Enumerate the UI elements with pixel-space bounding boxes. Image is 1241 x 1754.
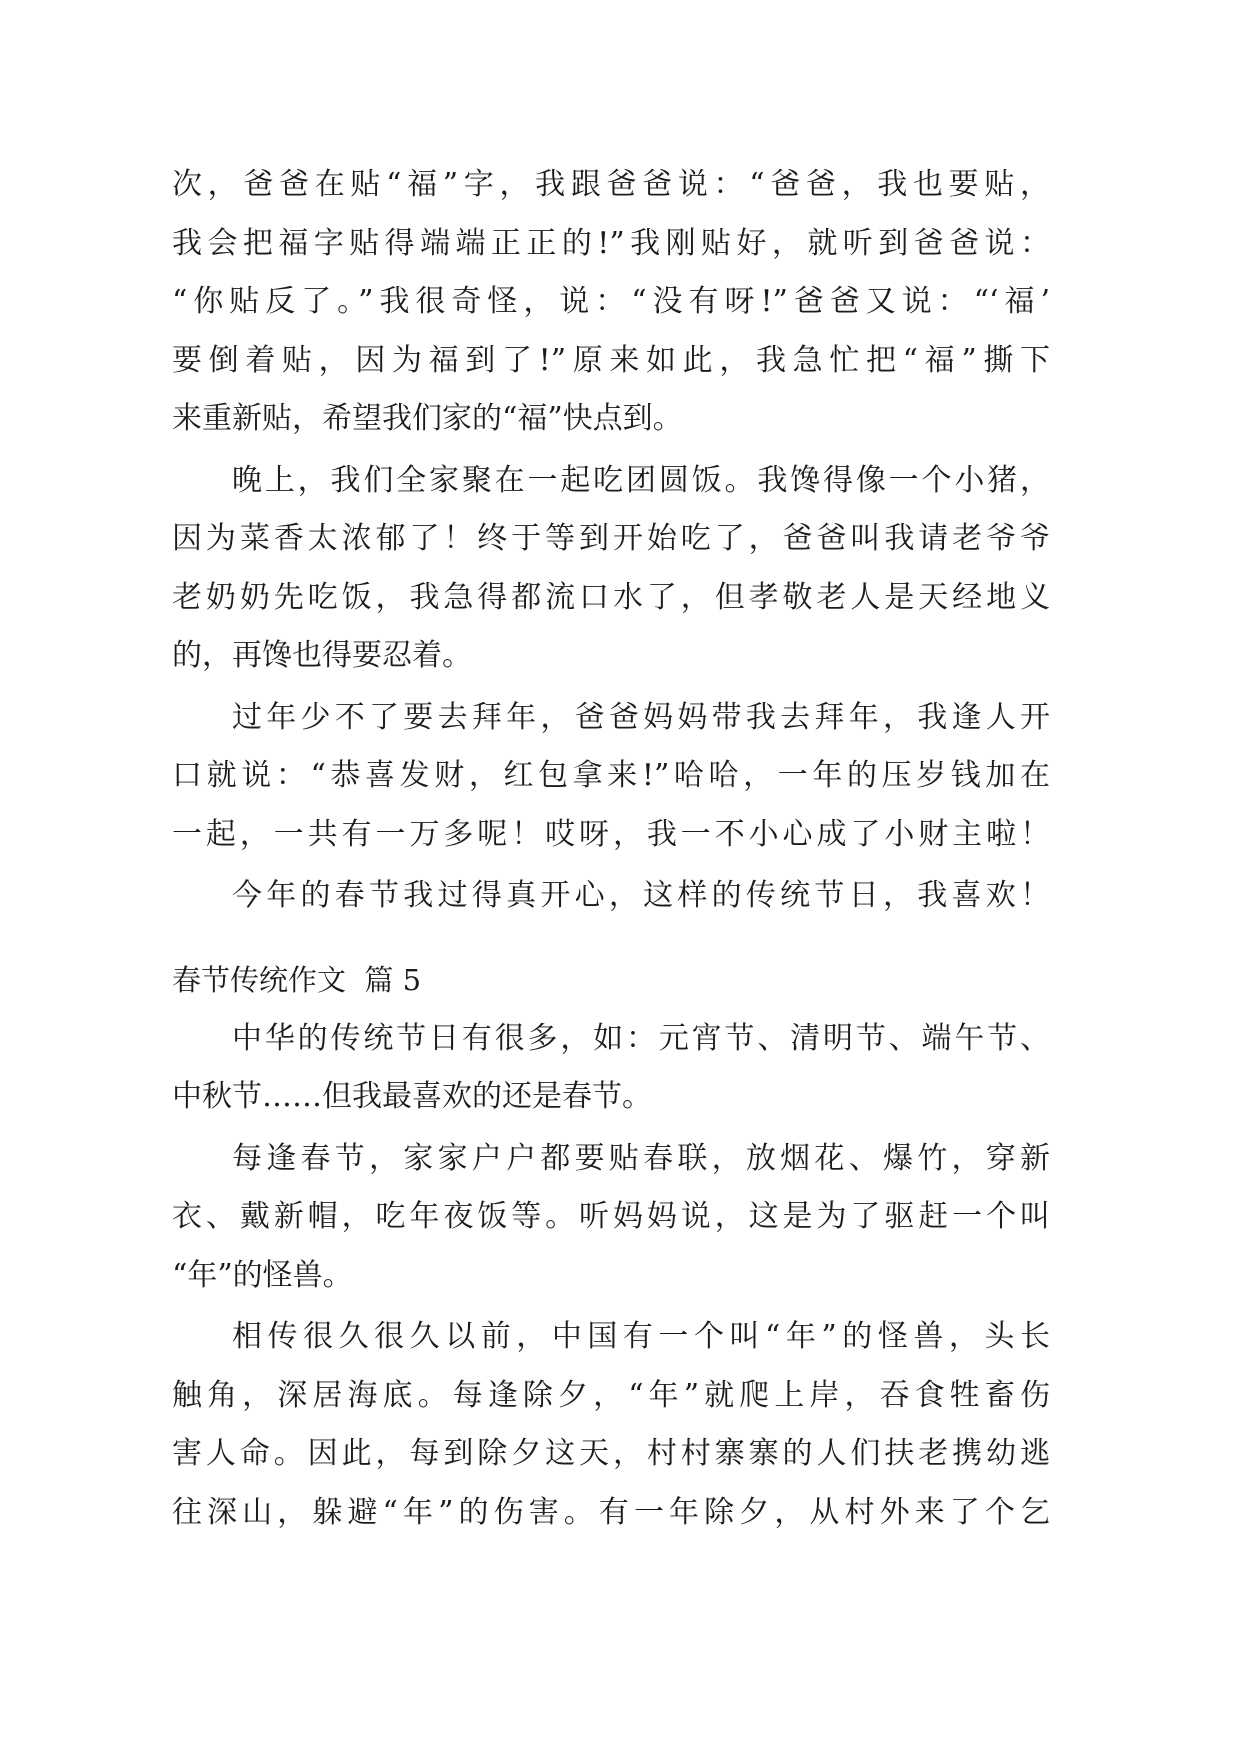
text-line: 一起，一共有一万多呢！哎呀，我一不小心成了小财主啦！ — [172, 816, 1050, 852]
text-line: 的，再馋也得要忍着。 — [172, 638, 472, 673]
text-line: 相传很久很久以前，中国有一个叫“年”的怪兽，头长 — [232, 1319, 1050, 1354]
text-line: 过年少不了要去拜年，爸爸妈妈带我去拜年，我逢人开 — [232, 699, 1050, 735]
essay-section — [172, 951, 1050, 1542]
text-line: 害人命。因此，每到除夕这天，村村寨寨的人们扶老携幼逃 — [172, 1436, 1050, 1471]
paragraph — [172, 689, 1050, 865]
text-line: 衣、戴新帽，吃年夜饭等。听妈妈说，这是为了驱赶一个叫 — [172, 1199, 1050, 1234]
text-line: 来重新贴，希望我们家的“福”快点到。 — [172, 401, 683, 436]
text-line: 中华的传统节日有很多，如：元宵节、清明节、端午节、 — [232, 1020, 1050, 1056]
text-line: 晚上，我们全家聚在一起吃团圆饭。我馋得像一个小猪， — [232, 462, 1050, 498]
text-line: 要倒着贴，因为福到了!”原来如此，我急忙把“福”撕下 — [172, 342, 1050, 378]
text-line: “你贴反了。”我很奇怪，说：“没有呀!”爸爸又说：“‘福’ — [172, 284, 1050, 319]
text-line: 口就说：“恭喜发财，红包拿来!”哈哈，一年的压岁钱加在 — [172, 758, 1050, 793]
paragraph — [172, 1130, 1050, 1306]
text-line: 往深山，躲避“年”的伤害。有一年除夕，从村外来了个乞 — [172, 1494, 1050, 1530]
text-line: 每逢春节，家家户户都要贴春联，放烟花、爆竹，穿新 — [232, 1140, 1050, 1176]
text-line: 老奶奶先吃饭，我急得都流口水了，但孝敬老人是天经地义 — [172, 579, 1050, 615]
text-line: 因为菜香太浓郁了！终于等到开始吃了，爸爸叫我请老爷爷 — [172, 521, 1050, 556]
section-heading: 春节传统作文 篇 5 — [172, 963, 422, 997]
document-body — [172, 156, 1050, 1542]
paragraph — [172, 867, 1050, 926]
text-line: “年”的怪兽。 — [172, 1257, 353, 1293]
text-line: 我会把福字贴得端端正正的!”我刚贴好，就听到爸爸说： — [172, 225, 1050, 261]
text-line: 今年的春节我过得真开心，这样的传统节日，我喜欢！ — [232, 878, 1050, 913]
text-line: 次，爸爸在贴“福”字，我跟爸爸说：“爸爸，我也要贴， — [172, 167, 1050, 202]
text-line: 触角，深居海底。每逢除夕，“年”就爬上岸，吞食牲畜伤 — [172, 1377, 1050, 1413]
paragraph — [172, 452, 1050, 686]
text-line: 中秋节……但我最喜欢的还是春节。 — [172, 1079, 652, 1114]
paragraph — [172, 1010, 1050, 1127]
paragraph — [172, 156, 1050, 449]
paragraph — [172, 1308, 1050, 1542]
